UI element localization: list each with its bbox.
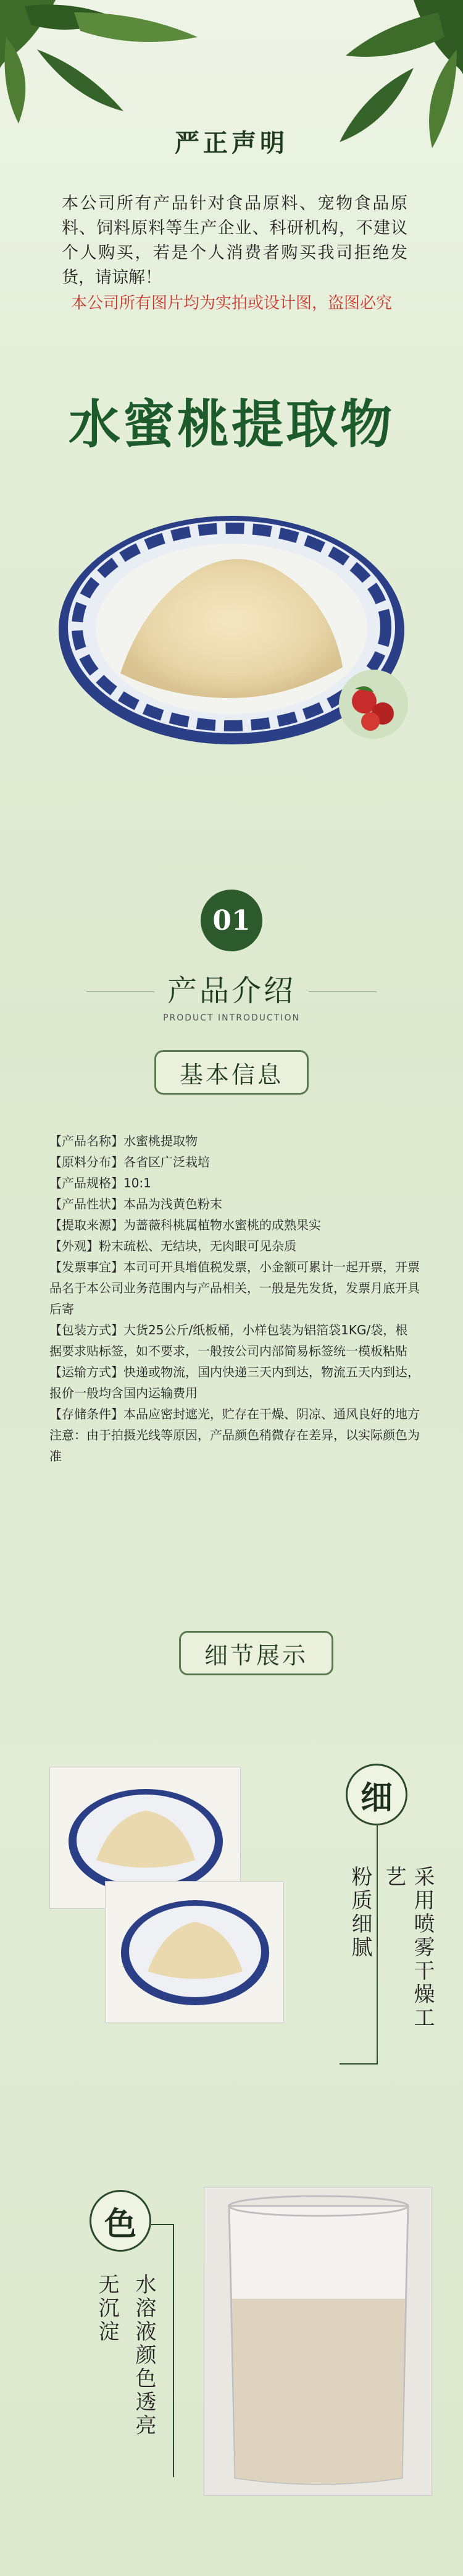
product-info-list xyxy=(49,1130,420,1467)
section-subtitle: PRODUCT INTRODUCTION xyxy=(163,1013,300,1023)
detail-text-2a: 水溶液颜色透亮 xyxy=(131,2273,156,2438)
detail-display-label: 细节展示 xyxy=(179,1631,333,1675)
info-line: 【外观】粉末疏松、无结块，无肉眼可见杂质 xyxy=(49,1239,296,1253)
detail-text-1b: 粉质细腻 xyxy=(348,1866,372,1959)
solution-beaker-photo xyxy=(204,2187,432,2496)
basic-info-label: 基本信息 xyxy=(154,1050,309,1095)
detail-line-2 xyxy=(173,2224,174,2477)
info-line: 【产品名称】水蜜桃提取物 xyxy=(49,1134,198,1148)
section-number-badge: 01 xyxy=(201,890,262,951)
info-line: 【原料分布】各省区广泛栽培 xyxy=(49,1155,210,1169)
info-line: 【运输方式】快递或物流，国内快递三天内到达，物流五天内到达，报价一般均含国内运输费用 xyxy=(49,1365,420,1400)
info-line: 【包装方式】大货25公斤/纸板桶，小样包装为铝箔袋1KG/袋，根据要求贴标签，如不要求，一般按公司内部简易标签统一模板粘贴 xyxy=(49,1323,408,1358)
detail-text-1a: 采用喷雾干燥工艺 xyxy=(382,1866,435,2030)
detail-hline-2 xyxy=(151,2224,174,2225)
product-title: 水蜜桃提取物 xyxy=(68,394,394,455)
statement-warning: 本公司所有图片均为实拍或设计图，盗图必究 xyxy=(70,294,392,313)
statement-title: 严正声明 xyxy=(175,129,288,158)
info-line: 【产品规格】10:1 xyxy=(49,1176,151,1190)
detail-text-2b: 无沉淀 xyxy=(94,2273,119,2344)
detail-line-1 xyxy=(377,1825,378,2063)
info-line: 【发票事宜】本司可开具增值税发票，小金额可累计一起开票，开票品名于本公司业务范围内与产品相关，一般是先发货，发票月底开具后寄 xyxy=(49,1260,420,1316)
detail-photo-2 xyxy=(105,1881,284,2023)
detail-hline-1 xyxy=(340,2063,378,2065)
statement-body: 本公司所有产品针对食品原料、宠物食品原料、饲料原料等生产企业、科研机构，不建议个人购买，若是个人消费者购买我司拒绝发货，请谅解！ xyxy=(62,194,407,287)
info-line: 注意：由于拍摄光线等原因，产品颜色稍微存在差异，以实际颜色为准 xyxy=(49,1428,420,1463)
info-line: 【产品性状】本品为浅黄色粉末 xyxy=(49,1197,222,1211)
product-bowl-image xyxy=(52,488,411,760)
leaf-decoration-left xyxy=(0,0,204,142)
section-title: 产品介绍 xyxy=(167,974,296,1008)
info-line: 【提取来源】为蔷薇科桃属植物水蜜桃的成熟果实 xyxy=(49,1218,321,1232)
info-line: 【存储条件】本品应密封遮光，贮存在干燥、阴凉、通风良好的地方 xyxy=(49,1407,420,1421)
color-badge: 色 xyxy=(90,2190,151,2252)
fine-badge: 细 xyxy=(346,1764,407,1825)
